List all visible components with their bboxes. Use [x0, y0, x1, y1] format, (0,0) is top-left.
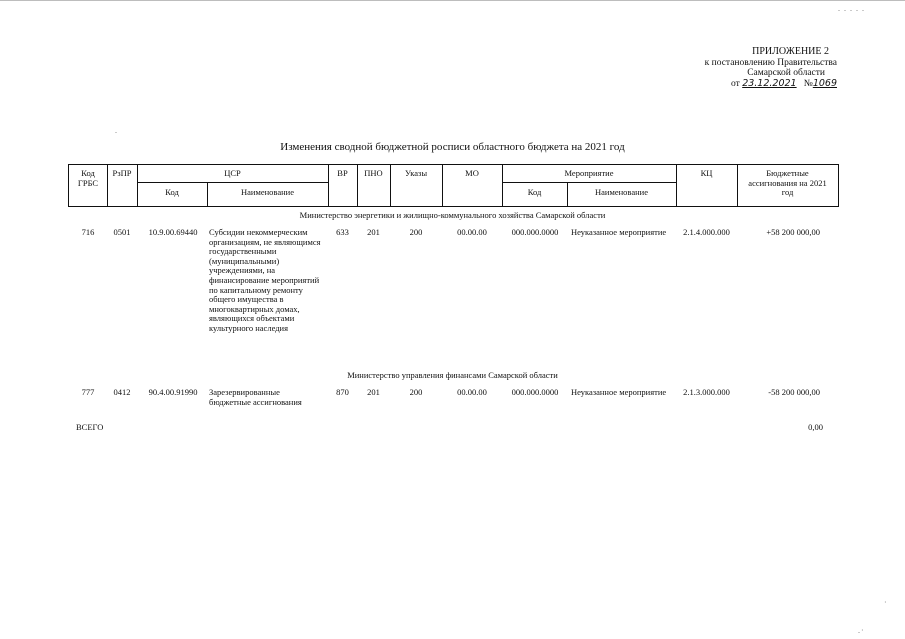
- meropriyatie-subheader-line: [502, 182, 676, 183]
- cell-mer-kod: 000.000.0000: [511, 227, 559, 237]
- cell-csr-kod: 10.9.00.69440: [148, 227, 198, 237]
- header-budget-line1: Бюджетные: [766, 168, 809, 178]
- number-prefix: №: [803, 78, 813, 89]
- total-label: ВСЕГО: [76, 422, 104, 432]
- header-rzpr: РзПР: [112, 168, 132, 178]
- handwritten-number: 1069: [812, 77, 837, 89]
- header-budget-line2: ассигнования на 2021: [748, 177, 827, 188]
- header-kod-grbs: Код ГРБС: [77, 168, 99, 188]
- cell-ukazy: 200: [409, 387, 423, 397]
- cell-rzpr: 0412: [113, 387, 131, 397]
- cell-vr: 633: [336, 227, 349, 237]
- cell-csr-kod: 90.4.00.91990: [148, 387, 198, 397]
- header-meropriyatie: Мероприятие: [564, 168, 614, 178]
- header-vr: ВР: [337, 168, 348, 178]
- scan-speck: ·: [884, 598, 888, 607]
- scan-speck: .·: [858, 626, 865, 635]
- header-mer-name: Наименование: [595, 187, 648, 197]
- scan-top-edge: [0, 0, 905, 1]
- cell-rzpr: 0501: [113, 227, 131, 237]
- ministry-heading: Министерство управления финансами Самарской области: [347, 370, 558, 380]
- col-line: [68, 164, 69, 207]
- header-kc: КЦ: [700, 168, 713, 178]
- document-title: Изменения сводной бюджетной росписи областного бюджета на 2021 год: [280, 141, 625, 153]
- appendix-title: ПРИЛОЖЕНИЕ 2: [752, 46, 829, 57]
- cell-amount: +58 200 000,00: [766, 227, 820, 237]
- header-ukazy: Указы: [404, 168, 428, 178]
- col-line: [838, 164, 839, 207]
- header-mo: МО: [465, 168, 479, 178]
- cell-csr-name: Субсидии некоммерческим организациям, не являющимся государственными (муниципальными) учреждениями, на финансирование мероприятий по капитальному ремонту общего имущества в многоквартирных домах, являющихся объектами культурного наследия: [209, 227, 321, 333]
- scan-artifact: . . . . .: [838, 4, 865, 13]
- appendix-block: [657, 47, 837, 89]
- cell-mer-kod: 000.000.0000: [511, 387, 559, 397]
- header-csr-kod: Код: [165, 187, 179, 197]
- scan-speck: .: [115, 126, 118, 135]
- ministry-heading: Министерство энергетики и жилищно-коммунального хозяйства Самарской области: [299, 210, 606, 220]
- cell-grbs: 716: [81, 227, 95, 237]
- cell-grbs: 777: [81, 387, 95, 397]
- cell-vr: 870: [336, 387, 349, 397]
- cell-mer-name: Неуказанное мероприятие: [571, 387, 667, 397]
- csr-subheader-line: [137, 182, 328, 183]
- date-prefix: от: [731, 78, 740, 89]
- handwritten-date: 23.12.2021: [742, 77, 797, 89]
- cell-kc: 2.1.3.000.000: [683, 387, 730, 397]
- cell-amount: -58 200 000,00: [768, 387, 820, 397]
- cell-kc: 2.1.4.000.000: [683, 227, 730, 237]
- header-top-border: [68, 164, 839, 165]
- cell-pno: 201: [367, 227, 380, 237]
- appendix-date-line: [657, 79, 837, 90]
- header-pno: ПНО: [364, 168, 383, 178]
- appendix-region: Самарской области: [747, 68, 825, 78]
- cell-mo: 00.00.00: [457, 227, 487, 237]
- cell-mo: 00.00.00: [457, 387, 487, 397]
- cell-mer-name: Неуказанное мероприятие: [571, 227, 667, 237]
- header-bottom-border: [68, 206, 839, 207]
- cell-ukazy: 200: [409, 227, 423, 237]
- appendix-decree: к постановлению Правительства: [704, 57, 837, 68]
- header-mer-kod: Код: [527, 187, 542, 197]
- cell-pno: 201: [367, 387, 380, 397]
- header-csr: ЦСР: [224, 168, 241, 178]
- header-budget-line3: год: [781, 187, 794, 197]
- total-value: 0,00: [808, 422, 823, 432]
- header-budget: [737, 169, 838, 198]
- cell-csr-name: Зарезервированные бюджетные ассигнования: [209, 387, 302, 407]
- header-csr-name: Наименование: [241, 187, 294, 197]
